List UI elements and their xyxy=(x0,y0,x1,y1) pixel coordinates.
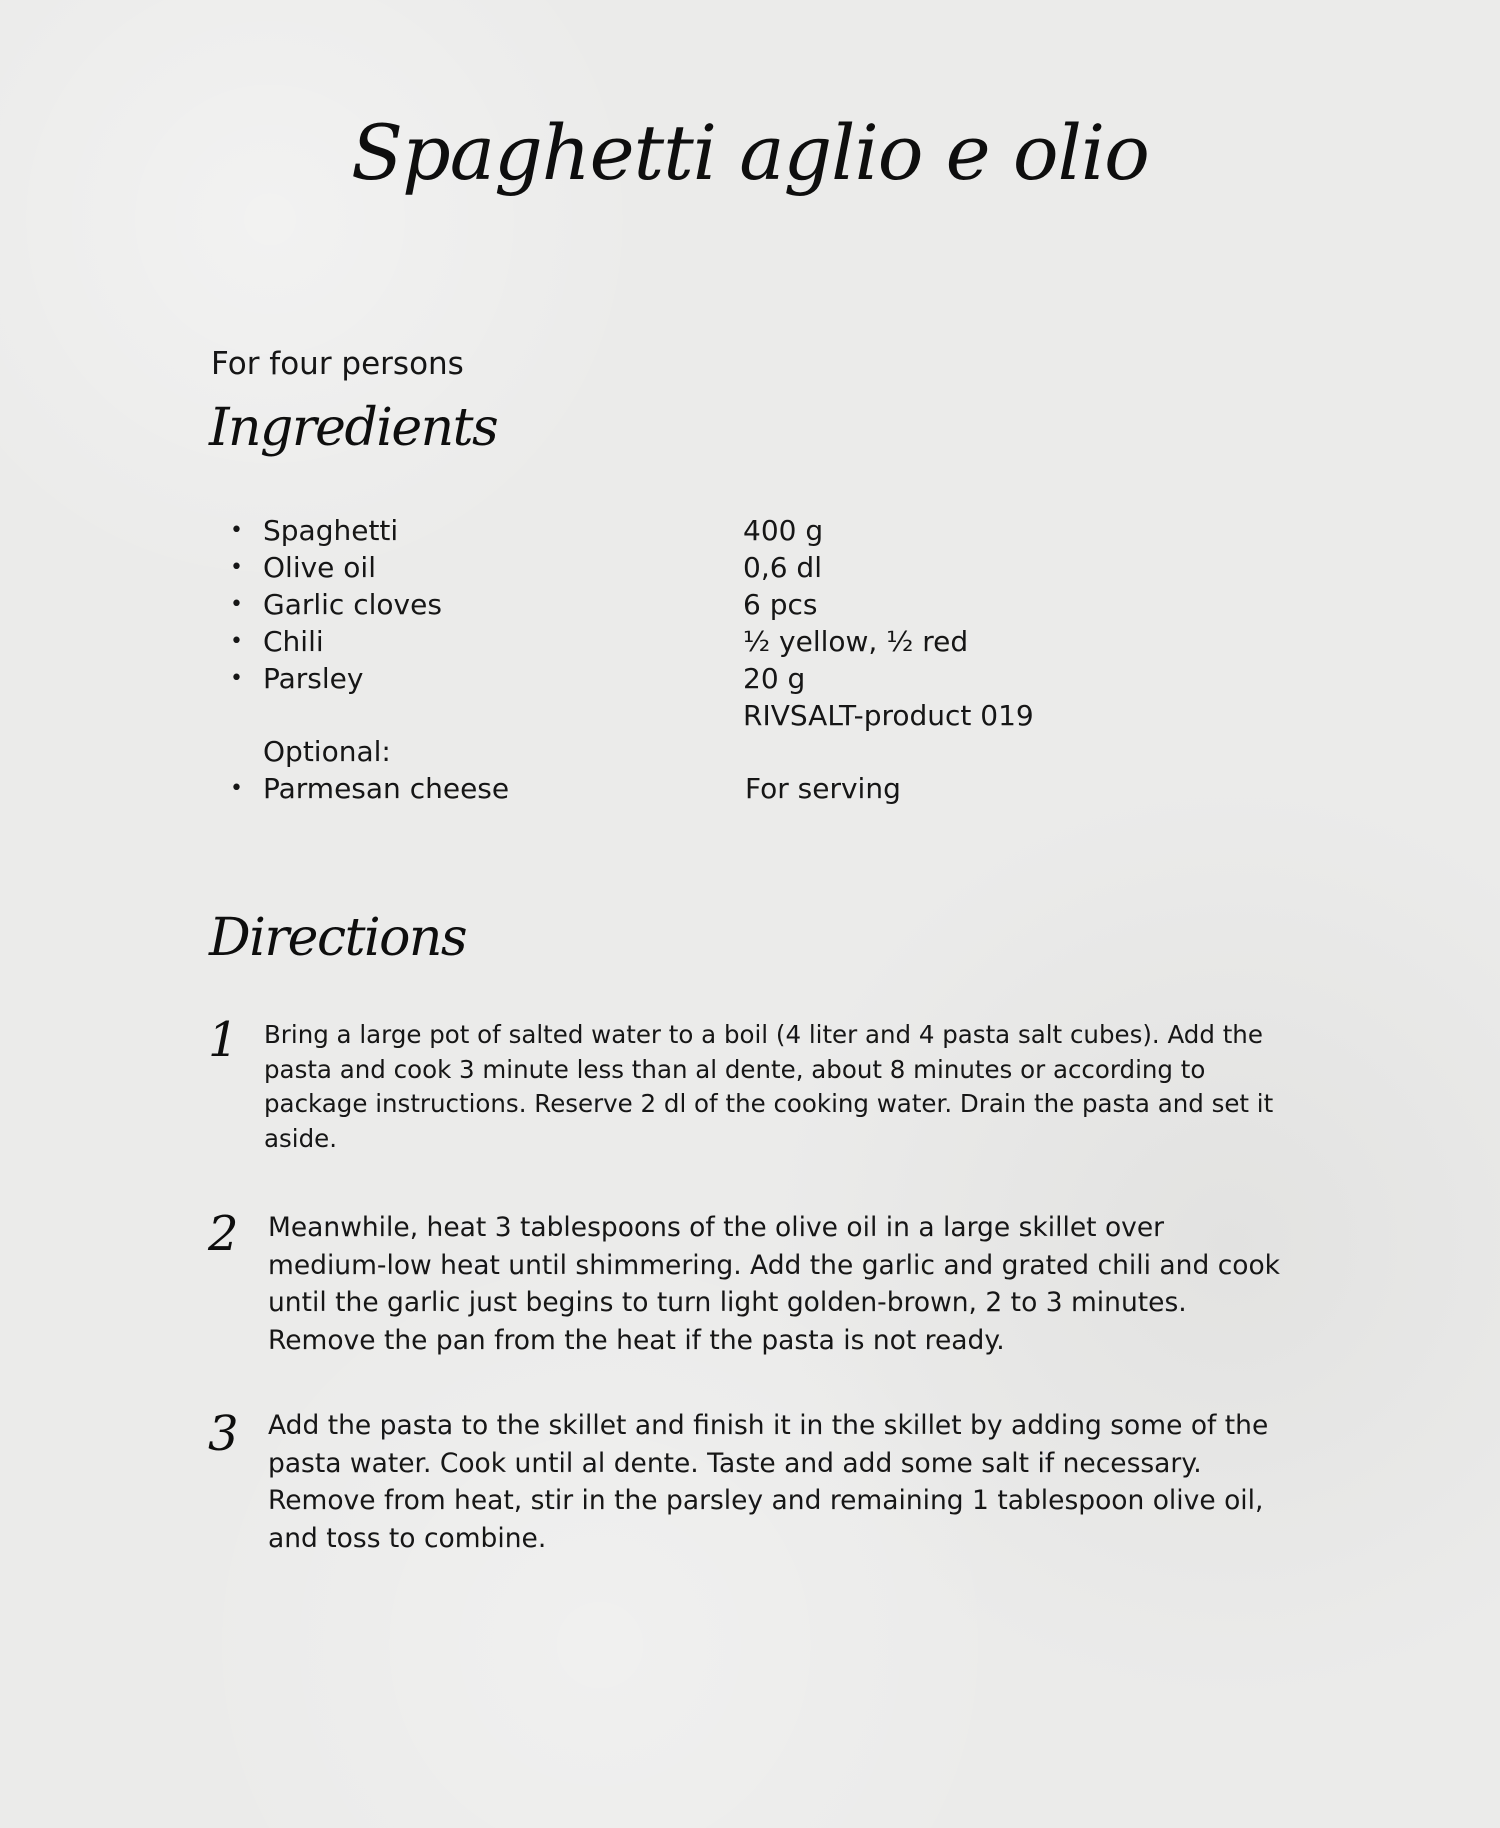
optional-label-row xyxy=(0,733,1500,771)
step-number-1: 1 xyxy=(208,1012,239,1068)
directions-heading: Directions xyxy=(209,908,467,968)
ingredient-amount-rivsalt: RIVSALT-product 019 xyxy=(743,699,1034,732)
step-text-3: Add the pasta to the skillet and finish it in the skillet by adding some of the pasta water. Cook until al dente. Taste and add some salt if necessary. Remove from heat, stir in the parsley and remaining 1 tablespoon olive oil, and toss to combine. xyxy=(268,1410,1269,1554)
servings-text: For four persons xyxy=(211,346,464,382)
ingredient-amount: 400 g xyxy=(743,514,824,547)
ingredient-name: Spaghetti xyxy=(263,514,399,547)
ingredient-row-spaghetti xyxy=(0,512,1500,550)
ingredient-row-olive-oil xyxy=(0,549,1500,587)
ingredient-amount: For serving xyxy=(745,772,901,805)
bullet-icon: • xyxy=(230,666,243,691)
ingredient-row-chili xyxy=(0,623,1500,661)
step-text-2: Meanwhile, heat 3 tablespoons of the olive oil in a large skillet over medium-low heat until shimmering. Add the garlic and grated chili and cook until the garlic just begins to turn light golden-brown, 2 to 3 minutes. Remove the pan from the heat if the pasta is not ready. xyxy=(268,1212,1281,1356)
ingredient-name: Chili xyxy=(263,625,324,658)
bullet-icon: • xyxy=(230,776,243,801)
ingredients-heading: Ingredients xyxy=(209,398,498,458)
ingredient-amount: 0,6 dl xyxy=(743,551,822,584)
ingredient-row-parmesan xyxy=(0,770,1500,808)
ingredient-amount: 6 pcs xyxy=(743,588,818,621)
ingredient-name: Parsley xyxy=(263,662,364,695)
bullet-icon: • xyxy=(230,518,243,543)
ingredient-amount: ½ yellow, ½ red xyxy=(743,625,969,658)
step-number-2: 2 xyxy=(208,1206,239,1262)
bullet-icon: • xyxy=(230,555,243,580)
recipe-title: Spaghetti aglio e olio xyxy=(351,108,1149,197)
step-number-3: 3 xyxy=(208,1406,239,1462)
ingredient-name: Olive oil xyxy=(263,551,376,584)
ingredient-amount: 20 g xyxy=(743,662,806,695)
ingredient-name: Parmesan cheese xyxy=(263,772,510,805)
ingredient-row-garlic-cloves xyxy=(0,586,1500,624)
step-text-1: Bring a large pot of salted water to a boil (4 liter and 4 pasta salt cubes). Add the pasta and cook 3 minute less than al dente, about 8 minutes or according to package instructions. Reserve 2 dl of the cooking water. Drain the pasta and set it aside. xyxy=(264,1020,1274,1153)
optional-label: Optional: xyxy=(263,735,391,768)
ingredient-row-extra xyxy=(0,697,1500,735)
bullet-icon: • xyxy=(230,592,243,617)
ingredient-name: Garlic cloves xyxy=(263,588,442,621)
bullet-icon: • xyxy=(230,629,243,654)
ingredient-row-parsley xyxy=(0,660,1500,698)
